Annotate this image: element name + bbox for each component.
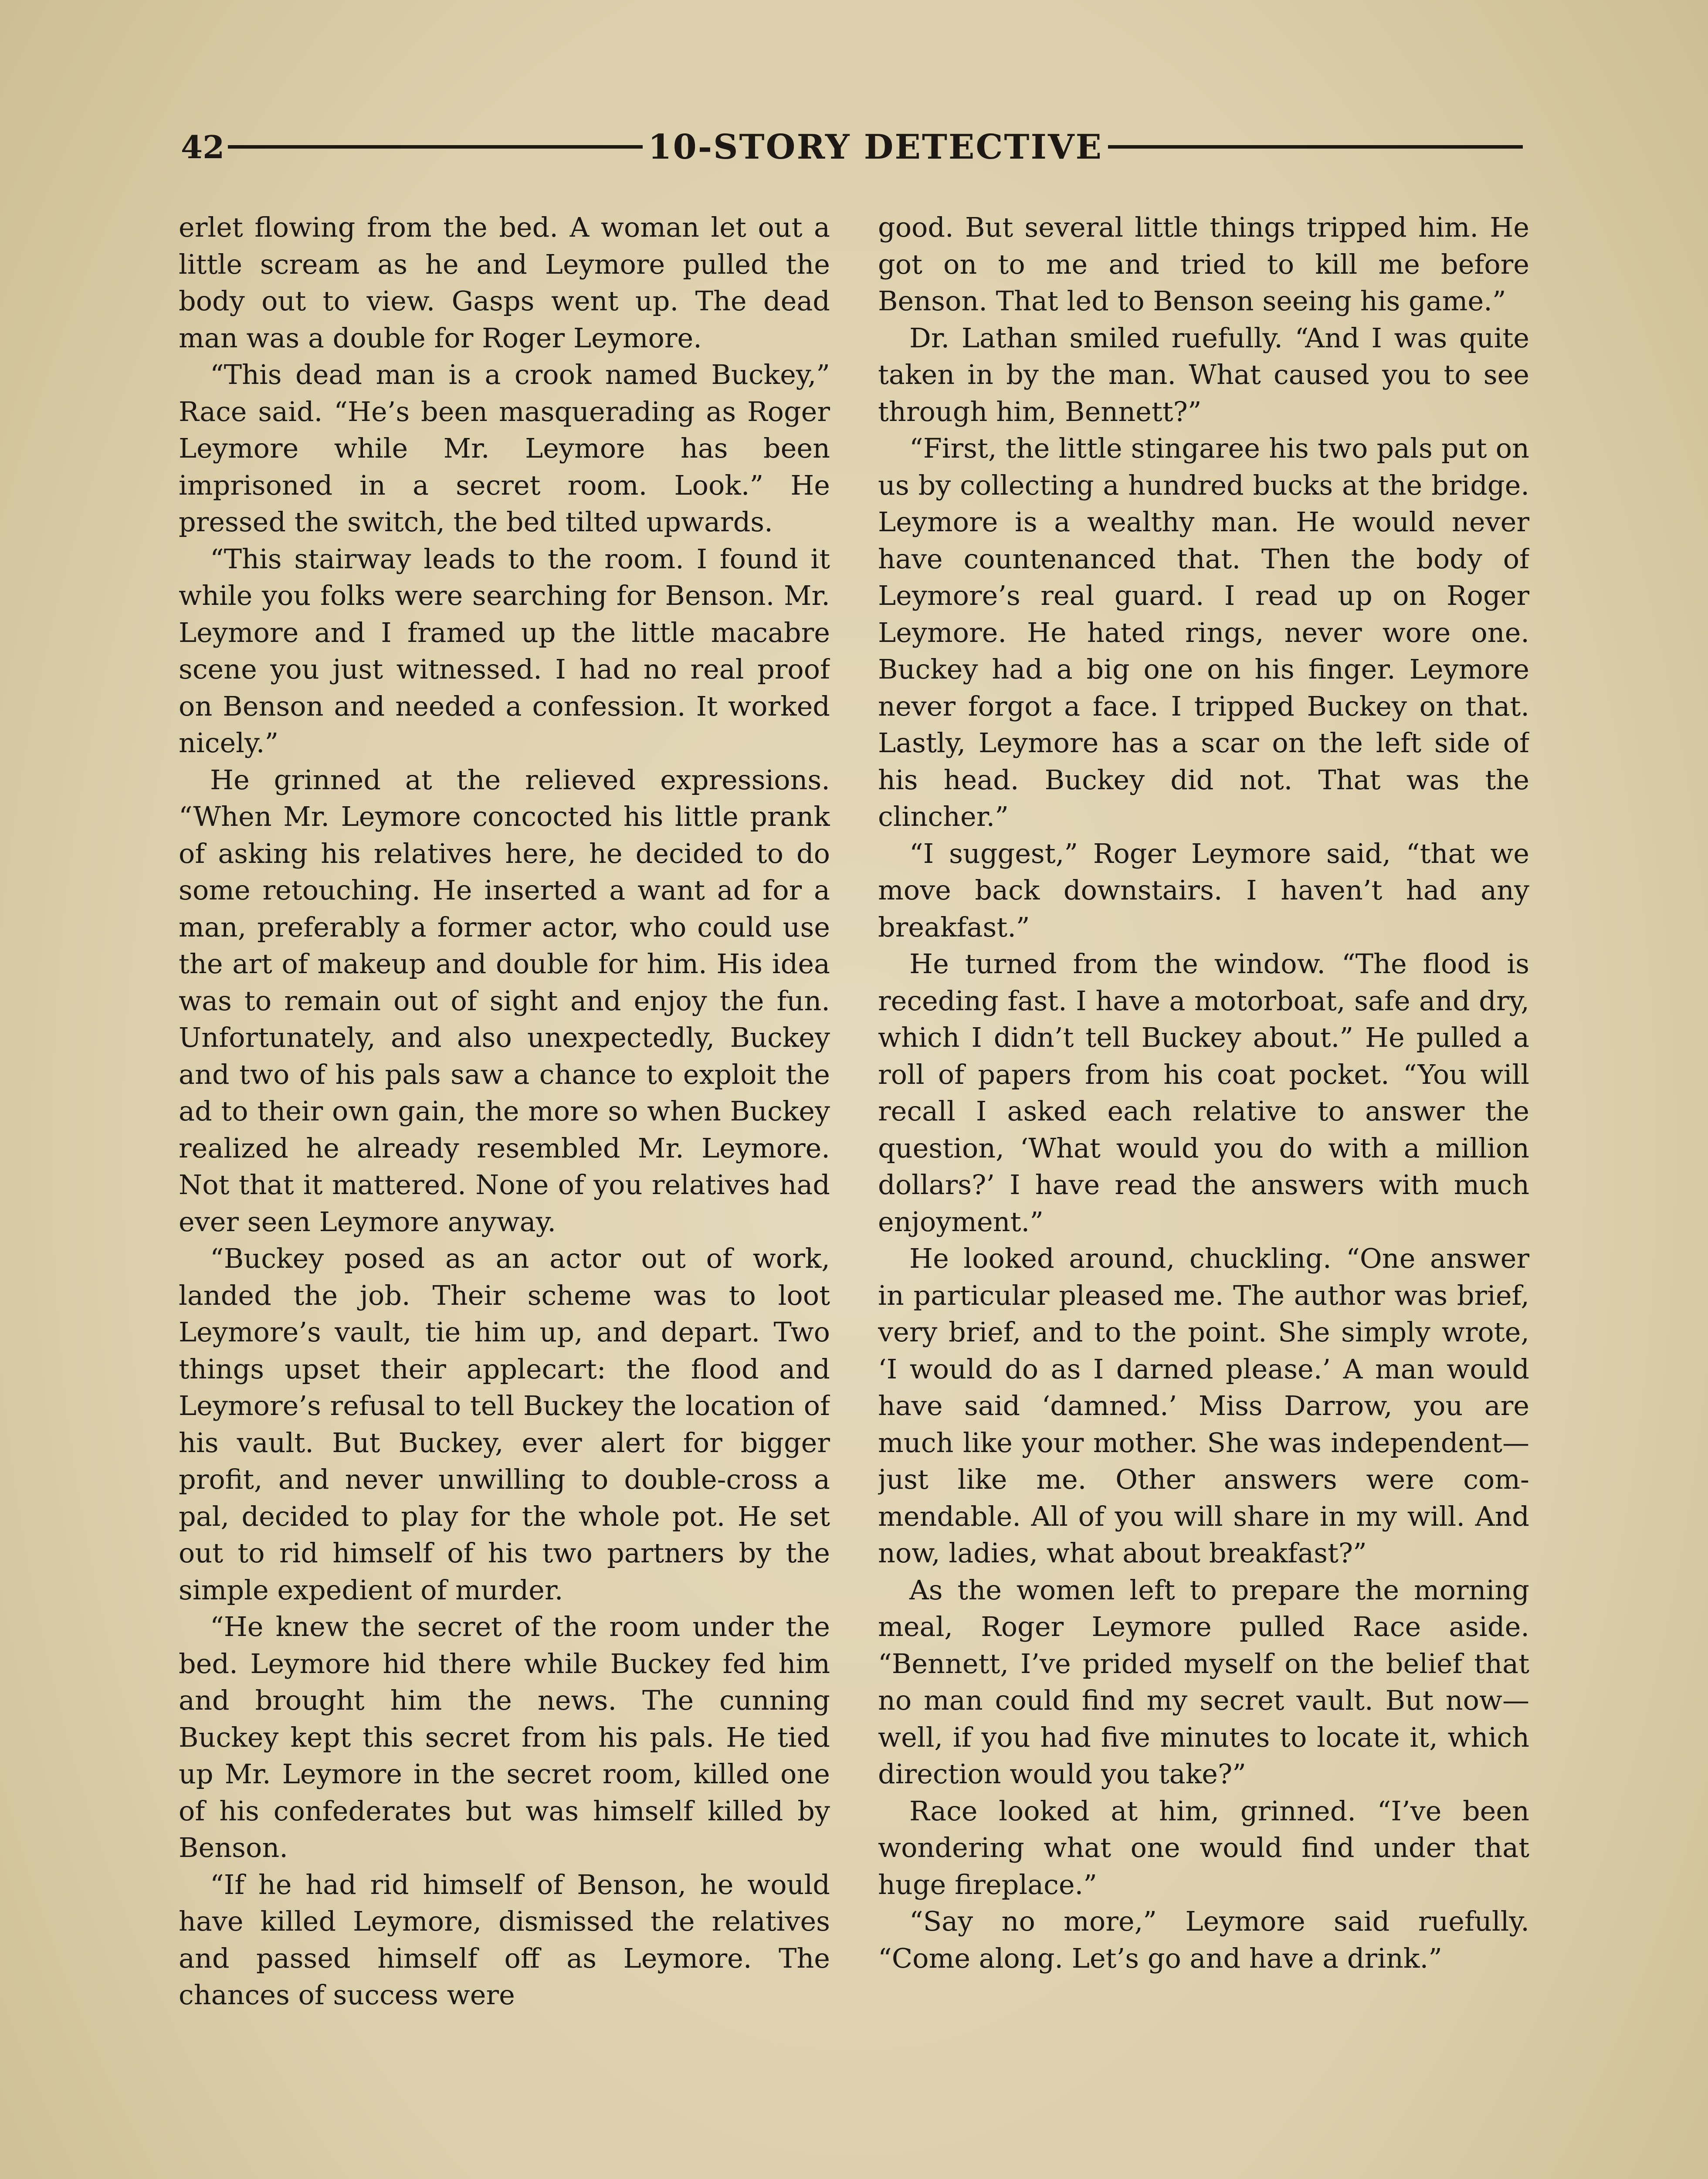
paragraph: erlet flowing from the bed. A woman let out a little scream as he and Leymore pulled the body out to view. Gasps went up. The dead man was a double for Roger Leymore.: [179, 211, 830, 354]
paragraph: He grinned at the relieved expressions. “When Mr. Leymore concocted his little prank of asking his relatives here, he decided to do some retouching. He inserted a want ad for a man, preferably a former actor, who could use the art of makeup and double for him. His idea was to remain out of sight and enjoy the fun. Unfortunately, and also unexpectedly, Buckey and two of his pals saw a chance to exploit the ad to their own gain, the more so when Buckey realized he already resembled Mr. Leymore. Not that it mattered. None of you relatives had ever seen Leymore anyway.: [179, 764, 830, 1238]
paragraph: “I suggest,” Roger Leymore said, “that we move back downstairs. I haven’t had any breakfast.”: [878, 837, 1529, 943]
paragraph: He looked around, chuckling. “One answer in particular pleased me. The author was brief, very brief, and to the point. She simply wrote, ‘I would do as I darned please.’ A man would have said ‘damned.’ Miss Darrow, you are much like your mother. She was independent— just like me. Other answers were commendable. All of you will share in my will. And now, ladies, what about breakfast?”: [878, 1242, 1529, 1569]
running-header: [181, 127, 1523, 166]
paragraph: Race looked at him, grinned. “I’ve been wondering what one would find under that huge fireplace.”: [878, 1795, 1529, 1901]
paragraph: As the women left to prepare the morning meal, Roger Leymore pulled Race aside. “Bennett, I’ve prided myself on the belief that no man could find my secret vault. But now—well, if you had five minutes to locate it, which direction would you take?”: [878, 1574, 1529, 1790]
paragraph: “This stairway leads to the room. I found it while you folks were searching for Benson. Mr. Leymore and I framed up the little macabre scene you just witnessed. I had no real proof on Benson and needed a confession. It worked nicely.”: [179, 543, 830, 759]
paragraph: “First, the little stingaree his two pals put on us by collecting a hundred bucks at the bridge. Leymore is a wealthy man. He would never have countenanced that. Then the body of Leymore’s real guard. I read up on Roger Leymore. He hated rings, never wore one. Buckey had a big one on his finger. Leymore never forgot a face. I tripped Buckey on that. Lastly, Leymore has a scar on the left side of his head. Buckey did not. That was the clincher.”: [878, 432, 1529, 832]
article-body: [179, 209, 1529, 2179]
paragraph: Dr. Lathan smiled ruefully. “And I was quite taken in by the man. What caused you to see through him, Bennett?”: [878, 322, 1529, 428]
paragraph: good. But several little things tripped him. He got on to me and tried to kill me before Benson. That led to Benson seeing his game.”: [878, 211, 1529, 317]
paragraph: “Buckey posed as an actor out of work, landed the job. Their scheme was to loot Leymore’s vault, tie him up, and depart. Two things upset their applecart: the flood and Leymore’s refusal to tell Buckey the location of his vault. But Buckey, ever alert for bigger profit, and never unwilling to double-cross a pal, decided to play for the whole pot. He set out to rid himself of his two partners by the simple expedient of murder.: [179, 1242, 830, 1606]
magazine-title: 10-STORY DETECTIVE: [648, 127, 1103, 167]
header-rule-left: [228, 145, 643, 149]
right-column: [878, 209, 1529, 2179]
paragraph: “This dead man is a crook named Buckey,” Race said. “He’s been masquerading as Roger Leymore while Mr. Leymore has been imprisoned in a secret room. Look.” He pressed the switch, the bed tilted upwards.: [179, 359, 830, 538]
paragraph: He turned from the window. “The flood is receding fast. I have a motorboat, safe and dry, which I didn’t tell Buckey about.” He pulled a roll of papers from his coat pocket. “You will recall I asked each relative to answer the question, ‘What would you do with a million dollars?’ I have read the answers with much enjoyment.”: [878, 948, 1529, 1238]
page-number: 42: [181, 128, 225, 166]
left-column: [179, 209, 830, 2179]
paragraph: “Say no more,” Leymore said ruefully. “Come along. Let’s go and have a drink.”: [878, 1905, 1529, 1974]
paragraph: “He knew the secret of the room under the bed. Leymore hid there while Buckey fed him and brought him the news. The cunning Buckey kept this secret from his pals. He tied up Mr. Leymore in the secret room, killed one of his confederates but was himself killed by Benson.: [179, 1611, 830, 1863]
header-rule-right: [1108, 145, 1523, 149]
paragraph: “If he had rid himself of Benson, he would have killed Leymore, dismissed the relatives and passed himself off as Leymore. The chances of success were: [179, 1868, 830, 2011]
